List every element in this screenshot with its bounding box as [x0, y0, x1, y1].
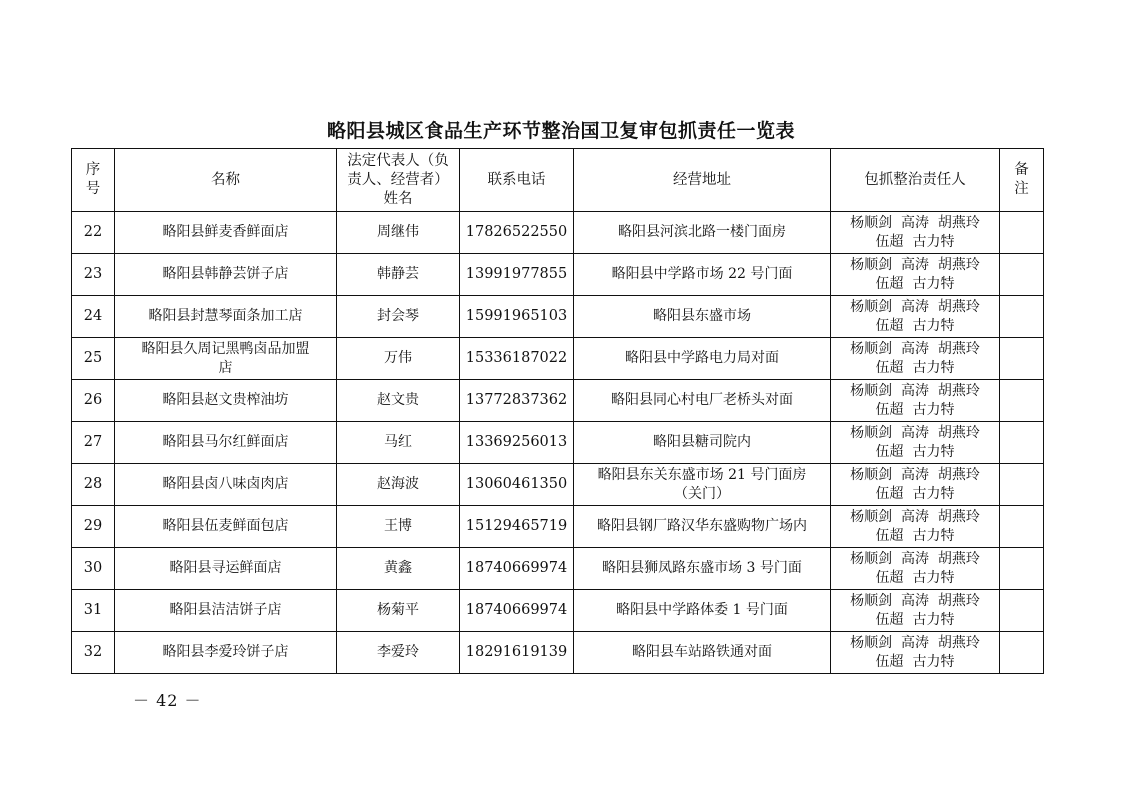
- cell-remarks: [1000, 548, 1044, 590]
- table-row: [72, 296, 1044, 338]
- header-legal-rep: 法定代表人（负 责人、经营者） 姓名: [337, 149, 460, 212]
- cell-name: 略阳县封慧琴面条加工店: [115, 296, 337, 338]
- table-row: [72, 590, 1044, 632]
- cell-remarks: [1000, 380, 1044, 422]
- table-row: [72, 422, 1044, 464]
- table-row: [72, 632, 1044, 674]
- cell-name: 略阳县洁洁饼子店: [115, 590, 337, 632]
- cell-seq: 25: [72, 338, 115, 380]
- cell-remarks: [1000, 296, 1044, 338]
- table-header-row: [72, 149, 1044, 212]
- cell-remarks: [1000, 632, 1044, 674]
- cell-remarks: [1000, 464, 1044, 506]
- cell-responsible: 杨顺剑 高涛 胡燕玲 伍超 古力特: [831, 632, 1000, 674]
- cell-seq: 29: [72, 506, 115, 548]
- table-row: [72, 506, 1044, 548]
- cell-address: 略阳县东关东盛市场 21 号门面房 （关门）: [574, 464, 831, 506]
- cell-name: 略阳县伍麦鲜面包店: [115, 506, 337, 548]
- cell-address: 略阳县中学路电力局对面: [574, 338, 831, 380]
- cell-address: 略阳县中学路市场 22 号门面: [574, 254, 831, 296]
- cell-phone: 13369256013: [460, 422, 574, 464]
- cell-responsible: 杨顺剑 高涛 胡燕玲 伍超 古力特: [831, 212, 1000, 254]
- cell-responsible: 杨顺剑 高涛 胡燕玲 伍超 古力特: [831, 590, 1000, 632]
- cell-name: 略阳县寻运鲜面店: [115, 548, 337, 590]
- header-phone: 联系电话: [460, 149, 574, 212]
- cell-name: 略阳县马尔红鲜面店: [115, 422, 337, 464]
- cell-name: 略阳县李爱玲饼子店: [115, 632, 337, 674]
- cell-phone: 13772837362: [460, 380, 574, 422]
- cell-remarks: [1000, 506, 1044, 548]
- cell-responsible: 杨顺剑 高涛 胡燕玲 伍超 古力特: [831, 380, 1000, 422]
- cell-legal-rep: 杨菊平: [337, 590, 460, 632]
- cell-seq: 32: [72, 632, 115, 674]
- cell-name: 略阳县久周记黑鸭卤品加盟 店: [115, 338, 337, 380]
- cell-remarks: [1000, 338, 1044, 380]
- cell-address: 略阳县河滨北路一楼门面房: [574, 212, 831, 254]
- cell-responsible: 杨顺剑 高涛 胡燕玲 伍超 古力特: [831, 422, 1000, 464]
- cell-phone: 18740669974: [460, 590, 574, 632]
- page-number: － 42 －: [133, 691, 202, 710]
- cell-responsible: 杨顺剑 高涛 胡燕玲 伍超 古力特: [831, 464, 1000, 506]
- cell-seq: 31: [72, 590, 115, 632]
- cell-seq: 23: [72, 254, 115, 296]
- cell-seq: 24: [72, 296, 115, 338]
- table-row: [72, 464, 1044, 506]
- cell-remarks: [1000, 254, 1044, 296]
- table-row: [72, 254, 1044, 296]
- cell-legal-rep: 周继伟: [337, 212, 460, 254]
- header-seq: 序 号: [72, 149, 115, 212]
- cell-responsible: 杨顺剑 高涛 胡燕玲 伍超 古力特: [831, 506, 1000, 548]
- cell-remarks: [1000, 590, 1044, 632]
- cell-responsible: 杨顺剑 高涛 胡燕玲 伍超 古力特: [831, 548, 1000, 590]
- cell-responsible: 杨顺剑 高涛 胡燕玲 伍超 古力特: [831, 338, 1000, 380]
- cell-phone: 17826522550: [460, 212, 574, 254]
- responsibility-table: [71, 148, 1044, 674]
- cell-phone: 15991965103: [460, 296, 574, 338]
- cell-seq: 28: [72, 464, 115, 506]
- cell-name: 略阳县韩静芸饼子店: [115, 254, 337, 296]
- cell-phone: 15129465719: [460, 506, 574, 548]
- table-row: [72, 338, 1044, 380]
- cell-name: 略阳县鲜麦香鲜面店: [115, 212, 337, 254]
- cell-phone: 18291619139: [460, 632, 574, 674]
- cell-phone: 18740669974: [460, 548, 574, 590]
- cell-responsible: 杨顺剑 高涛 胡燕玲 伍超 古力特: [831, 254, 1000, 296]
- cell-legal-rep: 黄鑫: [337, 548, 460, 590]
- cell-legal-rep: 马红: [337, 422, 460, 464]
- table-row: [72, 212, 1044, 254]
- table-row: [72, 548, 1044, 590]
- cell-phone: 13991977855: [460, 254, 574, 296]
- cell-name: 略阳县赵文贵榨油坊: [115, 380, 337, 422]
- cell-remarks: [1000, 212, 1044, 254]
- header-name: 名称: [115, 149, 337, 212]
- cell-legal-rep: 封会琴: [337, 296, 460, 338]
- cell-remarks: [1000, 422, 1044, 464]
- cell-phone: 13060461350: [460, 464, 574, 506]
- cell-legal-rep: 王博: [337, 506, 460, 548]
- cell-legal-rep: 李爱玲: [337, 632, 460, 674]
- cell-address: 略阳县同心村电厂老桥头对面: [574, 380, 831, 422]
- header-remarks: 备 注: [1000, 149, 1044, 212]
- cell-address: 略阳县狮凤路东盛市场 3 号门面: [574, 548, 831, 590]
- header-address: 经营地址: [574, 149, 831, 212]
- header-responsible: 包抓整治责任人: [831, 149, 1000, 212]
- cell-seq: 22: [72, 212, 115, 254]
- cell-address: 略阳县东盛市场: [574, 296, 831, 338]
- cell-name: 略阳县卤八味卤肉店: [115, 464, 337, 506]
- cell-seq: 27: [72, 422, 115, 464]
- cell-legal-rep: 赵海波: [337, 464, 460, 506]
- table-row: [72, 380, 1044, 422]
- cell-legal-rep: 赵文贵: [337, 380, 460, 422]
- cell-responsible: 杨顺剑 高涛 胡燕玲 伍超 古力特: [831, 296, 1000, 338]
- cell-phone: 15336187022: [460, 338, 574, 380]
- cell-address: 略阳县钢厂路汉华东盛购物广场内: [574, 506, 831, 548]
- document-title: 略阳县城区食品生产环节整治国卫复审包抓责任一览表: [326, 120, 795, 142]
- cell-address: 略阳县中学路体委 1 号门面: [574, 590, 831, 632]
- cell-address: 略阳县糖司院内: [574, 422, 831, 464]
- cell-legal-rep: 韩静芸: [337, 254, 460, 296]
- cell-seq: 30: [72, 548, 115, 590]
- cell-address: 略阳县车站路铁通对面: [574, 632, 831, 674]
- cell-legal-rep: 万伟: [337, 338, 460, 380]
- cell-seq: 26: [72, 380, 115, 422]
